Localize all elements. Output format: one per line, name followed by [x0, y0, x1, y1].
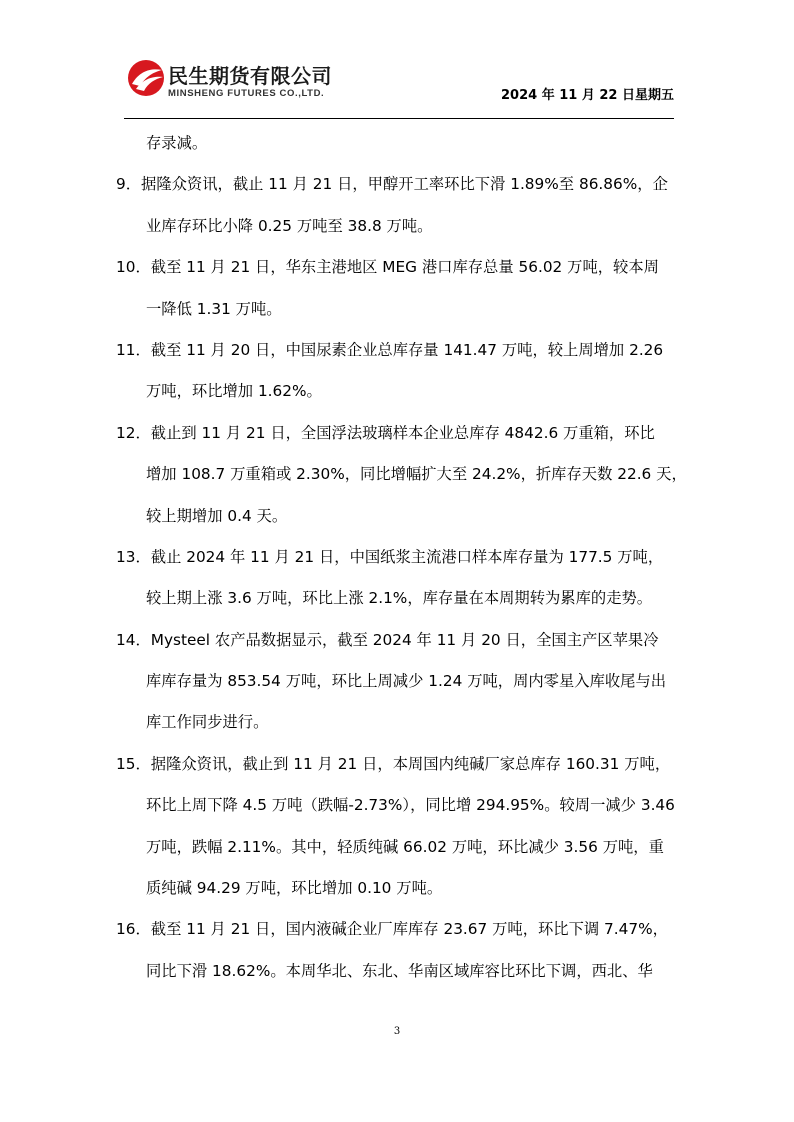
line-text: 同比下滑 18.62%。本周华北、东北、华南区域库容比环比下调，西北、华: [146, 961, 653, 980]
item-number: 15．: [116, 754, 151, 773]
list-item-line: [116, 413, 676, 454]
line-text: 存录减。: [146, 134, 208, 152]
list-item-line: [116, 164, 676, 205]
line-text: 截至 11 月 20 日，中国尿素企业总库存量 141.47 万吨，较上周增加 2.26: [150, 340, 664, 359]
line-text: 据隆众资讯，截止 11 月 21 日，甲醇开工率环比下滑 1.89%至 86.86%，企: [141, 175, 668, 194]
item-number: 9．: [116, 175, 142, 194]
line-text: 库库存量为 853.54 万吨，环比上周减少 1.24 万吨，周内零星入库收尾与出: [146, 672, 667, 691]
item-number: 14．: [116, 630, 151, 649]
list-item-line: [116, 909, 676, 950]
line-text: 截止到 11 月 21 日，全国浮法玻璃样本企业总库存 4842.6 万重箱，环比: [150, 423, 655, 442]
line-text: 库工作同步进行。: [146, 713, 269, 732]
company-name-en: MINSHENG FUTURES CO.,LTD.: [168, 88, 325, 99]
line-text: 一降低 1.31 万吨。: [146, 299, 282, 318]
line-text: 万吨，跌幅 2.11%。其中，轻质纯碱 66.02 万吨，环比减少 3.56 万吨，重: [146, 837, 664, 856]
list-item-line: [116, 744, 676, 785]
list-item-line: [116, 247, 676, 288]
line-text: 截至 11 月 21 日，国内液碱企业厂库库存 23.67 万吨，环比下调 7.47%，: [150, 920, 668, 939]
page-header: [124, 52, 674, 118]
list-item-line: [116, 620, 676, 661]
minsheng-logo-icon: [126, 58, 166, 98]
item-number: 11．: [116, 340, 151, 359]
item-number: 12．: [116, 423, 151, 442]
item-number: 10．: [116, 258, 151, 277]
continuation-line: [116, 827, 676, 868]
page-number: 3: [393, 1026, 401, 1037]
line-text: 据隆众资讯，截止到 11 月 21 日，本周国内纯碱厂家总库存 160.31 万吨，: [150, 754, 671, 773]
company-logo: [124, 56, 364, 102]
continuation-line: [116, 868, 676, 909]
continuation-line: [116, 496, 676, 537]
list-item-line: [116, 330, 676, 371]
continuation-line: [116, 206, 676, 247]
continuation-line: [116, 371, 676, 412]
company-name-cn: 民生期货有限公司: [168, 64, 332, 88]
continuation-line: [116, 785, 676, 826]
line-text: 较上期上涨 3.6 万吨，环比上涨 2.1%，库存量在本周期转为累库的走势。: [146, 589, 653, 608]
continuation-line: [116, 289, 676, 330]
line-text: 环比上周下降 4.5 万吨（跌幅-2.73%），同比增 294.95%。较周一减少 3.46: [146, 796, 675, 815]
item-number: 13．: [116, 547, 151, 566]
continuation-line: [116, 661, 676, 702]
continuation-line: [116, 123, 676, 164]
continuation-line: [116, 454, 687, 495]
line-text: Mysteel 农产品数据显示，截至 2024 年 11 月 20 日，全国主产区苹果冷: [150, 630, 659, 649]
continuation-line: [116, 951, 676, 992]
line-text: 质纯碱 94.29 万吨，环比增加 0.10 万吨。: [146, 879, 443, 898]
line-text: 万吨，环比增加 1.62%。: [146, 382, 322, 401]
line-text: 截至 11 月 21 日，华东主港地区 MEG 港口库存总量 56.02 万吨，较本周: [150, 258, 659, 277]
line-text: 截止 2024 年 11 月 21 日，中国纸浆主流港口样本库存量为 177.5 万吨，: [150, 547, 664, 566]
line-text: 较上期增加 0.4 天。: [146, 506, 288, 525]
line-text: 业库存环比小降 0.25 万吨至 38.8 万吨。: [146, 216, 433, 235]
continuation-line: [116, 578, 676, 619]
list-item-line: [116, 537, 676, 578]
report-date: 2024 年 11 月 22 日星期五: [501, 88, 674, 103]
line-text: 增加 108.7 万重箱或 2.30%，同比增幅扩大至 24.2%，折库存天数 22.6 天，: [146, 465, 687, 484]
continuation-line: [116, 702, 676, 743]
header-divider: [124, 118, 674, 119]
item-number: 16．: [116, 920, 151, 939]
document-body: [116, 123, 687, 992]
